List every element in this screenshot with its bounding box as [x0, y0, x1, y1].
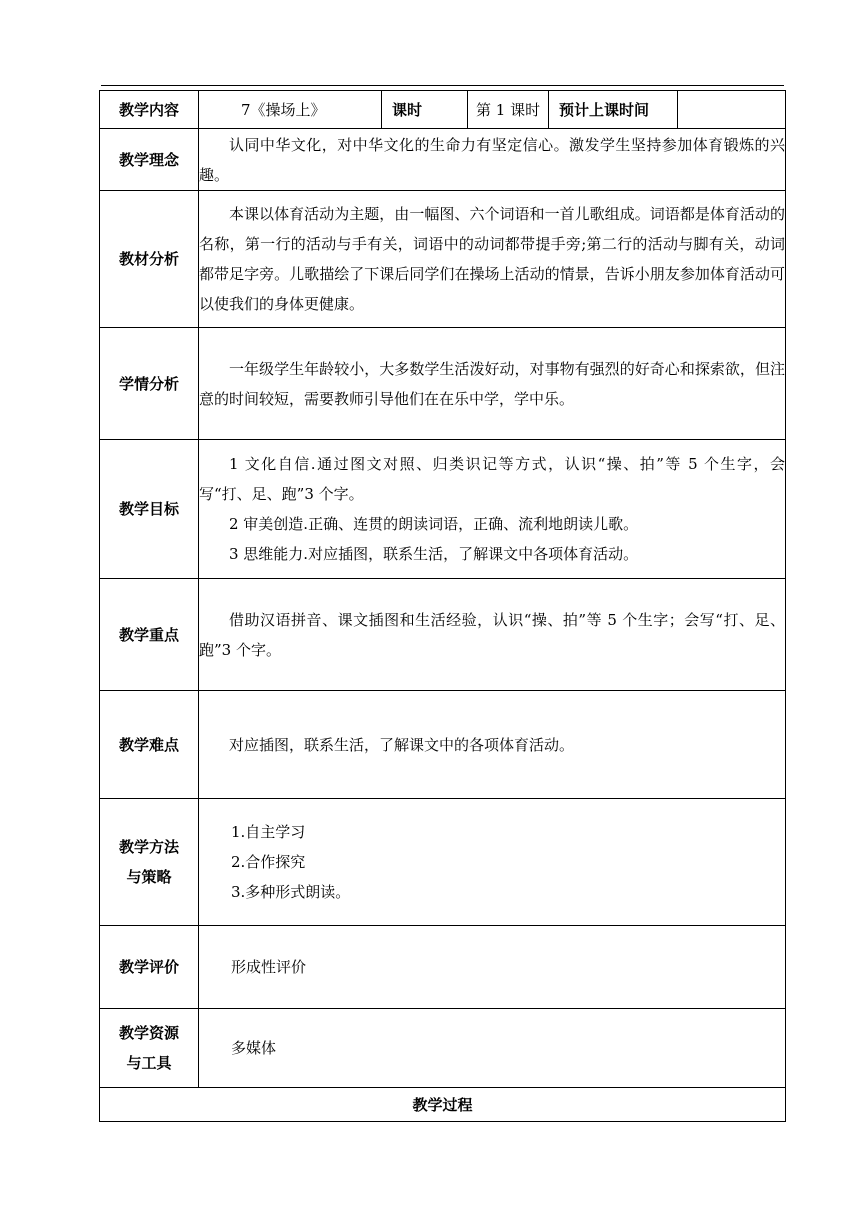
- key-points-text: 借助汉语拼音、课文插图和生活经验，认识“操、拍”等 5 个生字；会写“打、足、跑”3 个字。: [199, 610, 785, 659]
- resources-label: 教学资源 与工具: [100, 1009, 199, 1088]
- evaluation-cell: [199, 926, 786, 1009]
- resources-text: 多媒体: [231, 1039, 277, 1057]
- period-value: 第 1 课时: [468, 91, 549, 129]
- method-item: 3.多种形式朗读。: [231, 883, 351, 901]
- methods-cell: [199, 799, 786, 926]
- students-text: 一年级学生年龄较小，大多数学生活泼好动，对事物有强烈的好奇心和探索欲，但注意的时间较短，需要教师引导他们在在乐中学，学中乐。: [199, 359, 785, 408]
- material-cell: [199, 191, 786, 328]
- students-label: 学情分析: [100, 328, 199, 440]
- students-cell: [199, 328, 786, 440]
- evaluation-row: [100, 926, 786, 1009]
- difficulties-cell: [199, 691, 786, 799]
- material-text: 本课以体育活动为主题，由一幅图、六个词语和一首儿歌组成。词语都是体育活动的名称，第一行的活动与手有关，词语中的动词都带提手旁;第二行的活动与脚有关，动词都带足字旁。儿歌描绘了下课后同学们在操场上活动的情景，告诉小朋友参加体育活动可以使我们的身体更健康。: [199, 205, 785, 313]
- difficulties-text: 对应插图，联系生活，了解课文中的各项体育活动。: [229, 735, 575, 754]
- evaluation-text: 形成性评价: [231, 958, 307, 976]
- content-label: 教学内容: [100, 91, 199, 129]
- objective-item: 2 审美创造.正确、连贯的朗读词语，正确、流利地朗读儿歌。: [229, 515, 639, 533]
- method-item: 1.自主学习: [231, 823, 306, 841]
- process-title: 教学过程: [100, 1088, 786, 1122]
- philosophy-text: 认同中华文化，对中华文化的生命力有坚定信心。激发学生坚持参加体育锻炼的兴趣。: [199, 135, 785, 184]
- lesson-plan-table: [99, 90, 786, 1122]
- methods-label: 教学方法 与策略: [100, 799, 199, 926]
- resources-row: [100, 1009, 786, 1088]
- key-points-label: 教学重点: [100, 579, 199, 691]
- top-rule: [101, 85, 784, 86]
- objectives-cell: [199, 440, 786, 579]
- material-label: 教材分析: [100, 191, 199, 328]
- period-label: 课时: [382, 91, 468, 129]
- method-item: 2.合作探究: [231, 853, 306, 871]
- lesson-title: 7《操场上》: [199, 91, 382, 129]
- philosophy-label: 教学理念: [100, 129, 199, 191]
- resources-cell: [199, 1009, 786, 1088]
- philosophy-cell: [199, 129, 786, 191]
- key-points-row: [100, 579, 786, 691]
- difficulties-row: [100, 691, 786, 799]
- objective-item: 3 思维能力.对应插图，联系生活，了解课文中各项体育活动。: [229, 545, 639, 563]
- planned-time-label: 预计上课时间: [549, 91, 678, 129]
- students-row: [100, 328, 786, 440]
- difficulties-label: 教学难点: [100, 691, 199, 799]
- material-row: [100, 191, 786, 328]
- header-row: [100, 91, 786, 129]
- methods-row: [100, 799, 786, 926]
- key-points-cell: [199, 579, 786, 691]
- objective-item: 1 文化自信.通过图文对照、归类识记等方式，认识“操、拍”等 5 个生字，会写“打、足、跑”3 个字。: [199, 455, 785, 503]
- evaluation-label: 教学评价: [100, 926, 199, 1009]
- objectives-label: 教学目标: [100, 440, 199, 579]
- objectives-row: [100, 440, 786, 579]
- process-row: [100, 1088, 786, 1122]
- planned-time-value[interactable]: [678, 91, 786, 129]
- philosophy-row: [100, 129, 786, 191]
